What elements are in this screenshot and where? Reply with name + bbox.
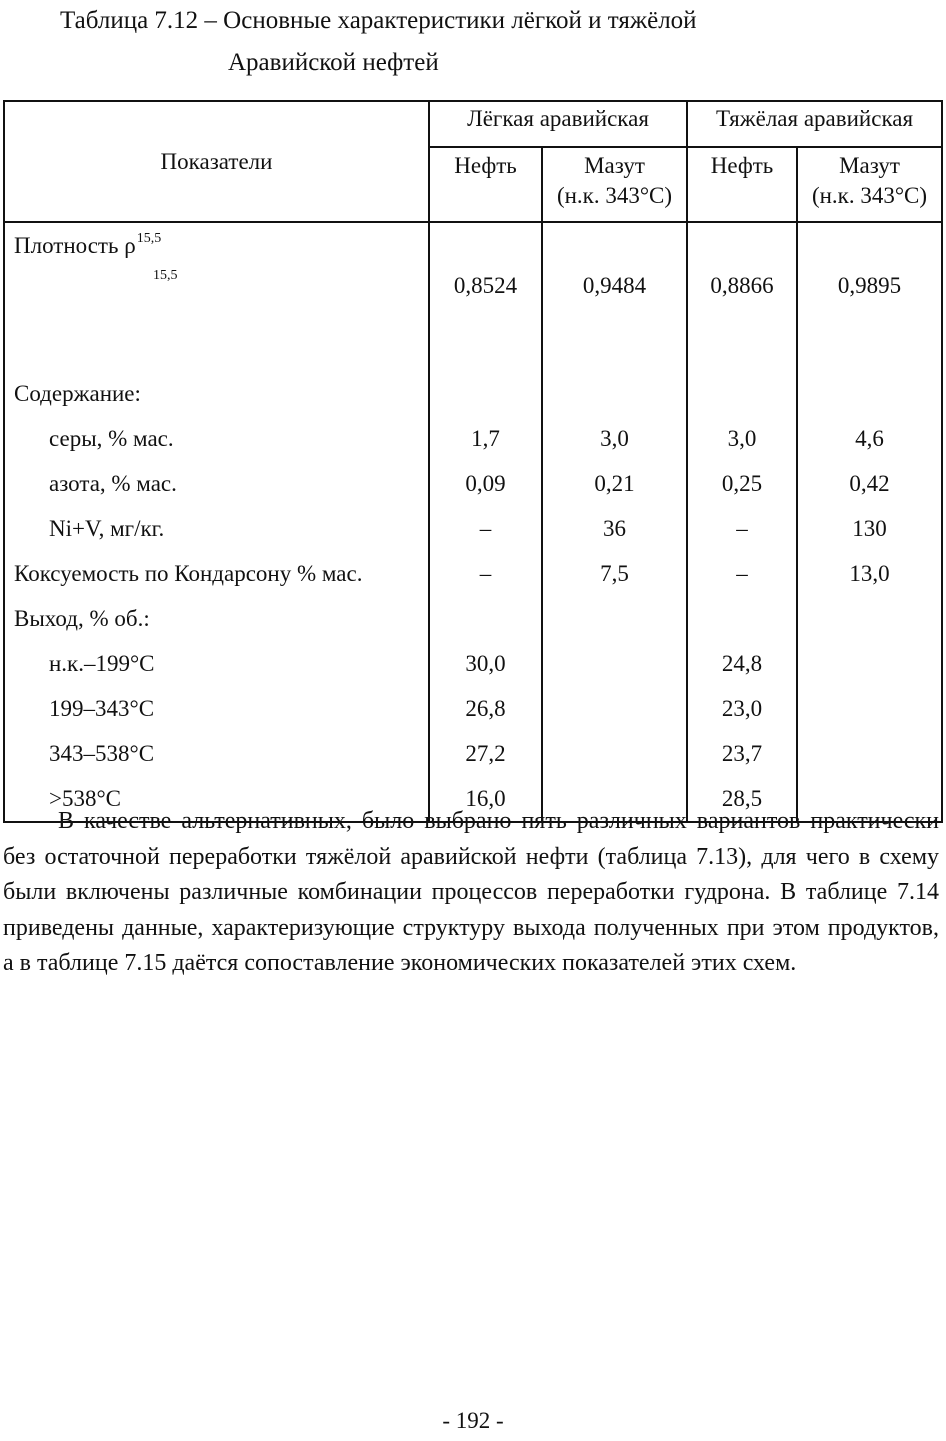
row-value: 0,25 — [687, 461, 797, 506]
row-value — [542, 731, 687, 776]
row-value — [429, 371, 542, 416]
row-label: Ni+V, мг/кг. — [4, 506, 429, 551]
row-value: 24,8 — [687, 641, 797, 686]
density-light-mazut: 0,9484 — [542, 222, 687, 371]
row-value — [797, 686, 942, 731]
row-label: 199–343°С — [4, 686, 429, 731]
row-value: – — [429, 551, 542, 596]
header-indicators: Показатели — [4, 101, 429, 222]
density-heavy-mazut: 0,9895 — [797, 222, 942, 371]
header-light-oil: Нефть — [429, 147, 542, 222]
row-label: Содержание: — [4, 371, 429, 416]
row-value — [797, 731, 942, 776]
body-paragraph — [3, 804, 939, 982]
row-value: 23,0 — [687, 686, 797, 731]
row-label: азота, % мас. — [4, 461, 429, 506]
table-caption-line2: Аравийской нефтей — [228, 49, 439, 76]
row-label: н.к.–199°С — [4, 641, 429, 686]
header-light-mazut — [542, 147, 687, 222]
density-text: Плотность ρ — [14, 233, 136, 258]
header-heavy-oil: Нефть — [687, 147, 797, 222]
row-value: 0,09 — [429, 461, 542, 506]
row-value — [429, 596, 542, 641]
row-value — [797, 596, 942, 641]
table-row — [4, 506, 942, 551]
row-value: 36 — [542, 506, 687, 551]
row-value: 0,21 — [542, 461, 687, 506]
table-row — [4, 371, 942, 416]
row-value: 7,5 — [542, 551, 687, 596]
row-value: 130 — [797, 506, 942, 551]
row-label: серы, % мас. — [4, 416, 429, 461]
row-value: 28,5 — [687, 776, 797, 822]
density-label — [4, 222, 429, 371]
table-row — [4, 596, 942, 641]
table-caption-line1: Таблица 7.12 – Основные характеристики лёгкой и тяжёлой — [60, 7, 697, 34]
row-value: 1,7 — [429, 416, 542, 461]
row-value: 23,7 — [687, 731, 797, 776]
row-value — [687, 371, 797, 416]
mazut-label: Мазут — [584, 153, 645, 178]
mazut-boiling-range: (н.к. 343°С) — [556, 183, 673, 208]
row-value — [542, 596, 687, 641]
row-value — [797, 641, 942, 686]
row-label: Выход, % об.: — [4, 596, 429, 641]
table-row — [4, 686, 942, 731]
row-value: – — [687, 551, 797, 596]
row-value: 0,42 — [797, 461, 942, 506]
mazut-boiling-range: (н.к. 343°С) — [811, 183, 928, 208]
row-label: 343–538°С — [4, 731, 429, 776]
row-value — [542, 686, 687, 731]
table-row-density — [4, 222, 942, 371]
table-row — [4, 461, 942, 506]
row-value: 13,0 — [797, 551, 942, 596]
row-value: 30,0 — [429, 641, 542, 686]
row-value — [797, 371, 942, 416]
table-row — [4, 641, 942, 686]
density-superscript: 15,5 — [136, 231, 162, 246]
page-number: - 192 - — [442, 1408, 504, 1433]
row-value: 3,0 — [542, 416, 687, 461]
row-value: – — [687, 506, 797, 551]
row-label: Коксуемость по Кондарсону % мас. — [4, 551, 429, 596]
row-label: >538°С — [4, 776, 429, 822]
table-row — [4, 551, 942, 596]
row-value — [542, 641, 687, 686]
row-value — [687, 596, 797, 641]
body-paragraph-text: В качестве альтернативных, было выбрано пять различных вариантов практически без остаточной переработки тяжёлой аравийской нефти (таблица 7.13), для чего в схему были включены различные комбинации процессов переработки гудрона. В таблице 7.14 приведены данные, характеризующие структуру выхода полученных при этом продуктов, а в таблице 7.15 даётся сопоставление экономических показателей этих схем. — [3, 808, 939, 976]
row-value: 16,0 — [429, 776, 542, 822]
density-light-oil: 0,8524 — [429, 222, 542, 371]
row-value: 3,0 — [687, 416, 797, 461]
row-value — [542, 371, 687, 416]
row-value: 4,6 — [797, 416, 942, 461]
header-light-arabian: Лёгкая аравийская — [429, 101, 687, 147]
row-value: – — [429, 506, 542, 551]
mazut-label: Мазут — [839, 153, 900, 178]
row-value: 27,2 — [429, 731, 542, 776]
table-row — [4, 731, 942, 776]
density-subscript: 15,5 — [153, 268, 178, 283]
density-heavy-oil: 0,8866 — [687, 222, 797, 371]
table-row — [4, 416, 942, 461]
header-heavy-arabian: Тяжёлая аравийская — [687, 101, 942, 147]
header-heavy-mazut — [797, 147, 942, 222]
row-value: 26,8 — [429, 686, 542, 731]
characteristics-table — [3, 100, 943, 823]
